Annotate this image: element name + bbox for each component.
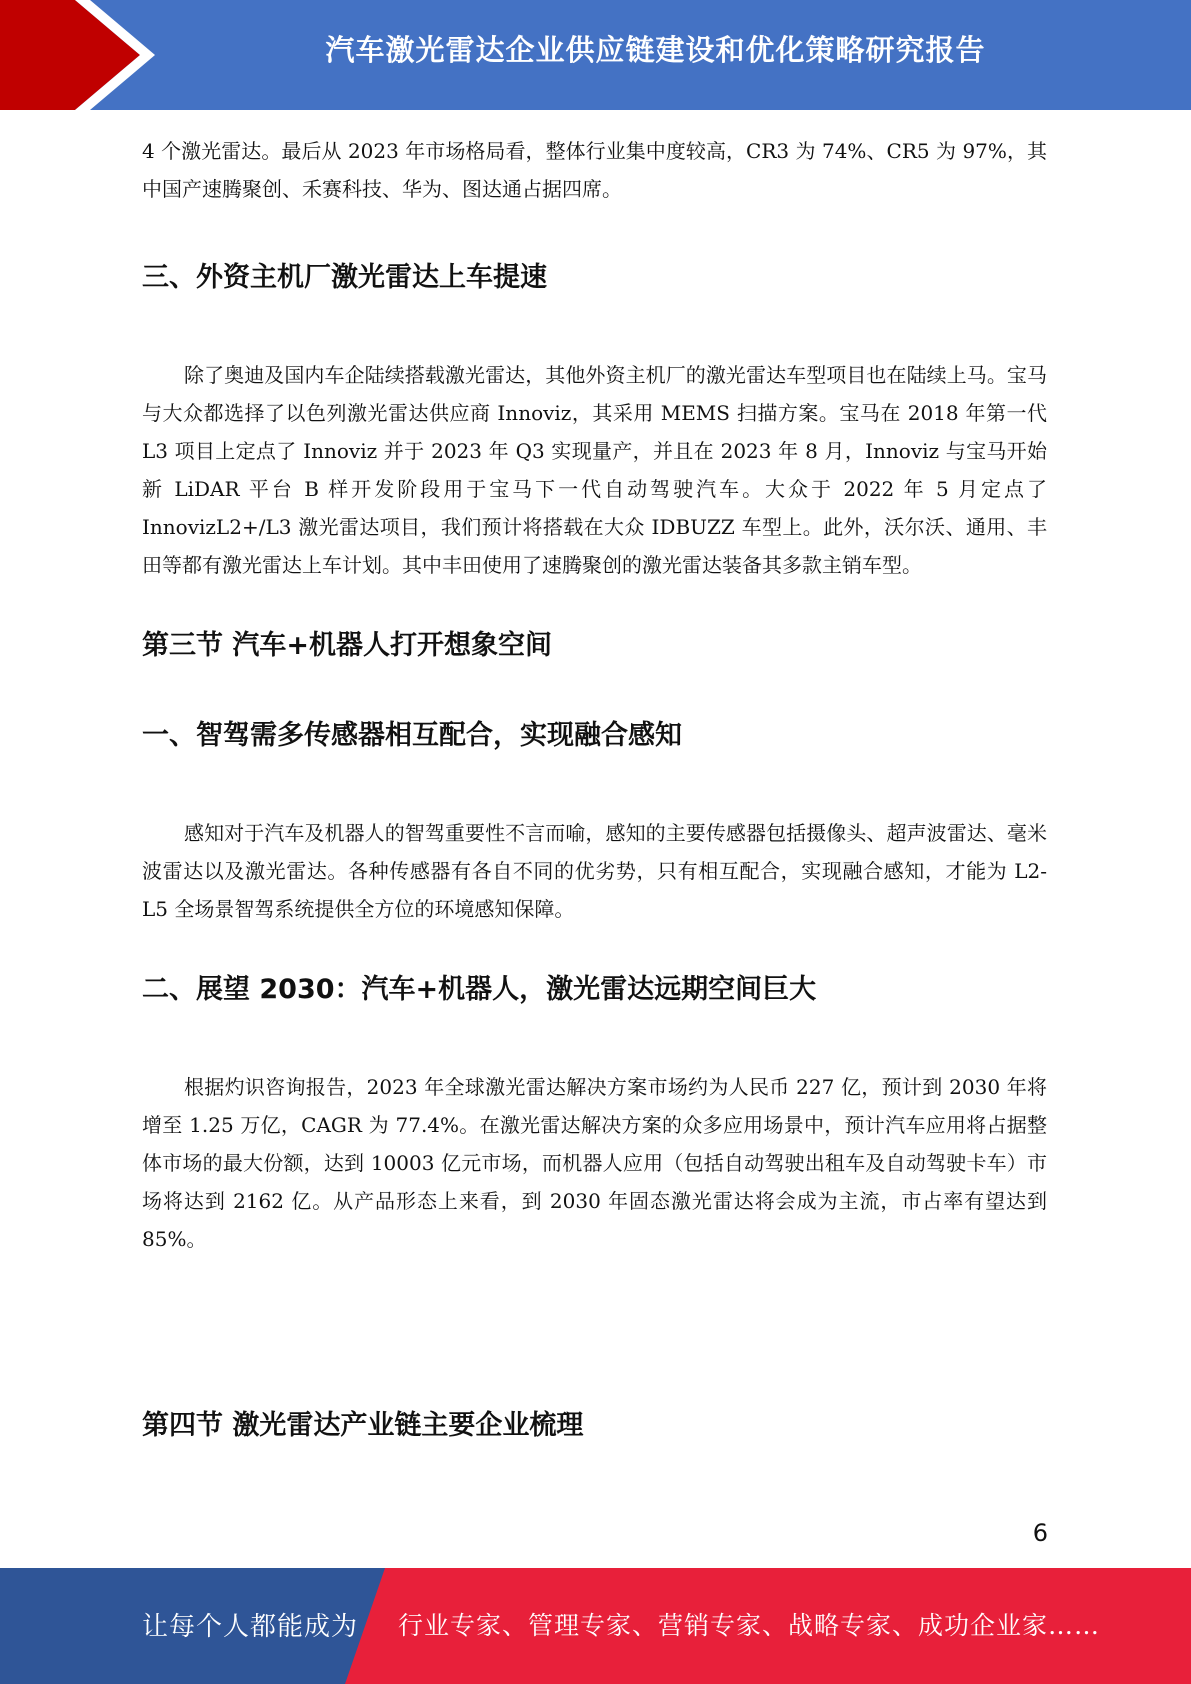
section-heading-sensor-fusion: 一、智驾需多传感器相互配合，实现融合感知 — [142, 720, 682, 751]
footer-slogan-right: 行业专家、管理专家、营销专家、战略专家、成功企业家…… — [398, 1611, 1101, 1640]
section-heading-car-robot: 第三节 汽车+机器人打开想象空间 — [142, 630, 553, 661]
section-heading-foreign-oems: 三、外资主机厂激光雷达上车提速 — [142, 262, 547, 293]
footer-slogan-left: 让每个人都能成为 — [142, 1612, 359, 1642]
section-heading-industry-chain: 第四节 激光雷达产业链主要企业梳理 — [142, 1410, 584, 1441]
paragraph-outlook-2030: 根据灼识咨询报告，2023 年全球激光雷达解决方案市场约为人民币 227 亿，预计到 2030 年将增至 1.25 万亿，CAGR 为 77.4%。在激光雷达解决方案的众多应用场景中，预计汽车应用将占据整体市场的最大份额，达到 10003 亿元市场，而机器人应用（包括自动驾驶出租车及自动驾驶卡车）市场将达到 2162 亿。从产品形态上来看，到 2030 年固态激光雷达将会成为主流，市占率有望达到 85%。 — [142, 1075, 1047, 1251]
page-footer — [0, 1568, 1191, 1684]
paragraph-sensor-fusion: 感知对于汽车及机器人的智驾重要性不言而喻，感知的主要传感器包括摄像头、超声波雷达、毫米波雷达以及激光雷达。各种传感器有各自不同的优劣势，只有相互配合，实现融合感知，才能为 L2-L5 全场景智驾系统提供全方位的环境感知保障。 — [142, 821, 1047, 921]
page-number: 6 — [1032, 1519, 1048, 1547]
main-content — [142, 132, 1047, 1446]
paragraph-market-structure: 4 个激光雷达。最后从 2023 年市场格局看，整体行业集中度较高，CR3 为 74%、CR5 为 97%，其中国产速腾聚创、禾赛科技、华为、图达通占据四席。 — [142, 139, 1047, 201]
page-header — [0, 0, 1191, 110]
header-arrow-decoration — [0, 0, 160, 110]
paragraph-foreign-oems: 除了奥迪及国内车企陆续搭载激光雷达，其他外资主机厂的激光雷达车型项目也在陆续上马。宝马与大众都选择了以色列激光雷达供应商 Innoviz，其采用 MEMS 扫描方案。宝马在 2018 年第一代 L3 项目上定点了 Innoviz 并于 2023 年 Q3 实现量产，并且在 2023 年 8 月，Innoviz 与宝马开始新 LiDAR 平台 B 样开发阶段用于宝马下一代自动驾驶汽车。大众于 2022 年 5 月定点了 InnovizL2+/L3 激光雷达项目，我们预计将搭载在大众 IDBUZZ 车型上。此外，沃尔沃、通用、丰田等都有激光雷达上车计划。其中丰田使用了速腾聚创的激光雷达装备其多款主销车型。 — [142, 363, 1047, 577]
report-title: 汽车激光雷达企业供应链建设和优化策略研究报告 — [325, 33, 986, 67]
section-heading-outlook-2030: 二、展望 2030：汽车+机器人，激光雷达远期空间巨大 — [142, 974, 817, 1005]
